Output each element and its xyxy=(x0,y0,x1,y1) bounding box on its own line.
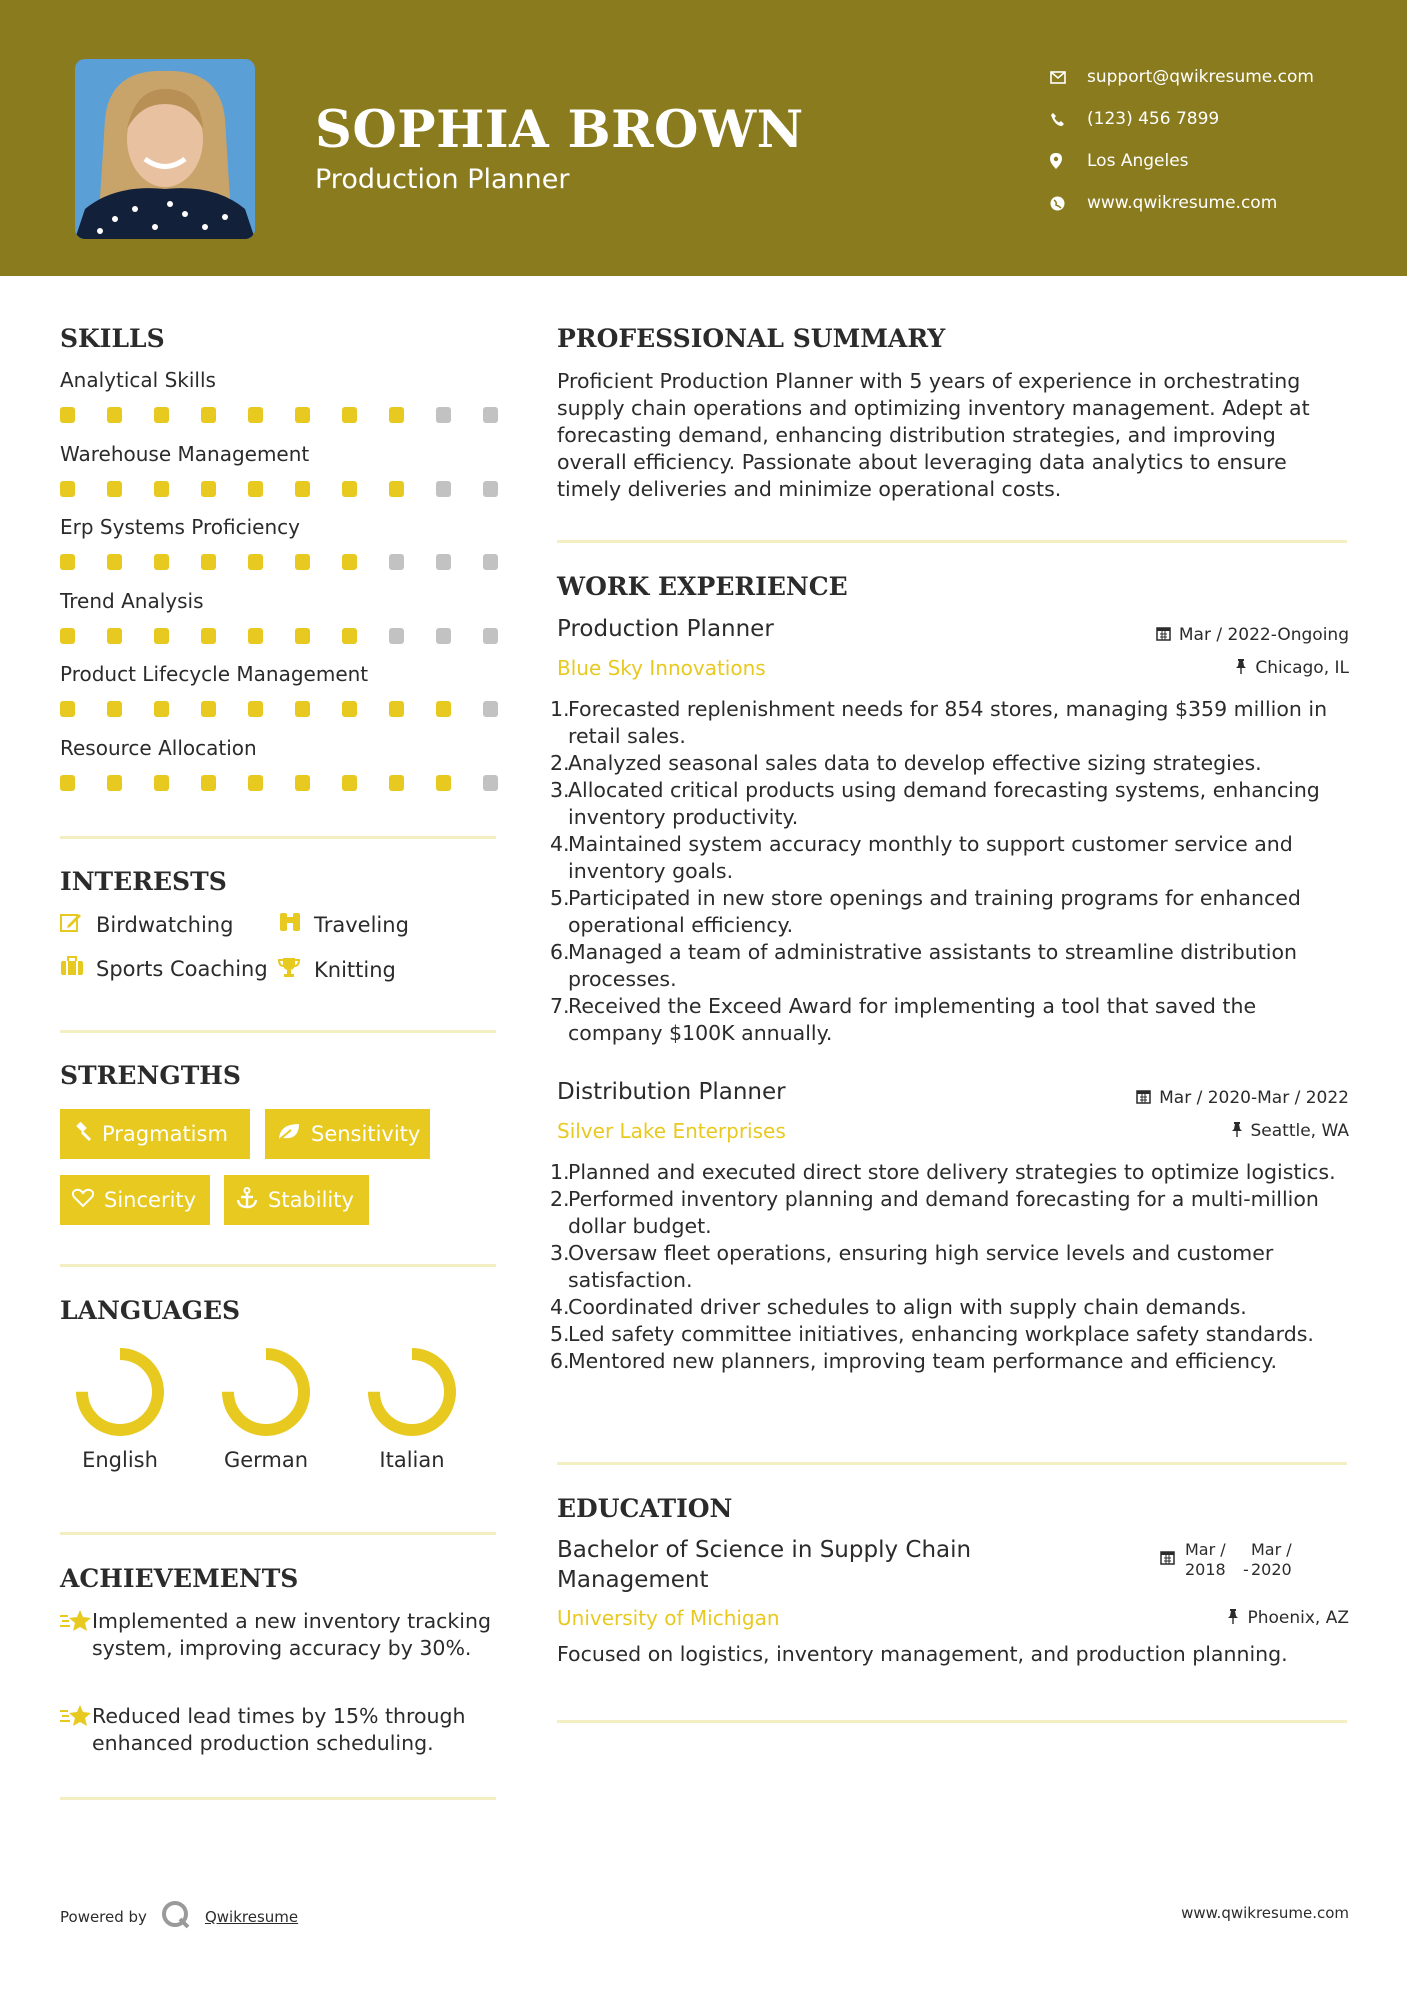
job-bullets xyxy=(550,1159,1357,1375)
rating-dot-filled xyxy=(201,407,216,423)
shooting-star-icon xyxy=(60,1608,92,1662)
education-heading: EDUCATION xyxy=(557,1494,733,1523)
pin-icon xyxy=(1227,1609,1239,1628)
globe-icon xyxy=(1050,196,1087,211)
rating-dot-filled xyxy=(389,407,404,423)
job-title: Production Planner xyxy=(557,616,774,642)
rating-dot-filled xyxy=(107,407,122,423)
language-proficiency-arc xyxy=(228,1354,304,1430)
rating-dot-filled xyxy=(248,775,263,791)
rating-dot-filled xyxy=(201,481,216,497)
rating-dot-filled xyxy=(295,628,310,644)
job-bullet: 2. Performed inventory planning and demand forecasting for a multi-million dollar budget. xyxy=(550,1187,1319,1238)
shooting-star-icon xyxy=(60,1703,92,1757)
rating-dot-filled xyxy=(201,701,216,717)
language-proficiency-ring xyxy=(220,1346,312,1438)
summary-text: Proficient Production Planner with 5 years of experience in orchestrating supply chain operations and optimizing inventory management. Adept at forecasting demand, enhancing distribution strategies, and improving overall efficiency. Passionate about leveraging data analytics to ensure timely deliveries and minimize operational costs. xyxy=(557,369,1310,501)
rating-dot-filled xyxy=(60,775,75,791)
skill-label: Analytical Skills xyxy=(60,368,216,392)
rating-dot-filled xyxy=(60,407,75,423)
skill-label: Trend Analysis xyxy=(60,588,204,613)
language-proficiency-arc xyxy=(374,1354,450,1430)
divider xyxy=(60,1797,496,1800)
skill-rating xyxy=(60,554,500,570)
company-name: Silver Lake Enterprises xyxy=(557,1119,786,1143)
rating-dot-empty xyxy=(483,554,498,570)
strength-tag: Pragmatism xyxy=(60,1109,250,1159)
rating-dot-filled xyxy=(342,628,357,644)
job-bullet: 1. Forecasted replenishment needs for 854 stores, managing $359 million in retail sales. xyxy=(550,697,1328,748)
rating-dot-filled xyxy=(154,554,169,570)
contact-list xyxy=(1050,56,1390,224)
header-banner xyxy=(0,0,1407,276)
rating-dot-filled xyxy=(389,701,404,717)
rating-dot-filled xyxy=(154,407,169,423)
rating-dot-filled xyxy=(201,628,216,644)
qwikresume-link[interactable]: Qwikresume xyxy=(204,1908,299,1926)
rating-dot-empty xyxy=(436,407,451,423)
rating-dot-filled xyxy=(436,701,451,717)
rating-dot-filled xyxy=(201,554,216,570)
contact-email[interactable]: support@qwikresume.com xyxy=(1050,56,1390,98)
rating-dot-filled xyxy=(107,481,122,497)
skill-label: Product Lifecycle Management xyxy=(60,662,369,686)
phone-icon xyxy=(1050,112,1087,127)
pin-icon xyxy=(1231,1122,1243,1141)
rating-dot-filled xyxy=(60,554,75,570)
achievement-item: Reduced lead times by 15% through enhanced production scheduling. xyxy=(60,1703,500,1757)
job-bullet: 3. Allocated critical products using demand forecasting systems, enhancing inventory productivity. xyxy=(550,778,1320,829)
rating-dot-filled xyxy=(295,481,310,497)
rating-dot-filled xyxy=(154,701,169,717)
leaf-icon xyxy=(277,1122,301,1147)
rating-dot-empty xyxy=(436,481,451,497)
rating-dot-filled xyxy=(248,481,263,497)
job-bullet: 5. Led safety committee initiatives, enhancing workplace safety standards. xyxy=(550,1322,1314,1346)
language-item xyxy=(352,1346,472,1472)
rating-dot-empty xyxy=(389,554,404,570)
rating-dot-empty xyxy=(389,628,404,644)
rating-dot-filled xyxy=(248,701,263,717)
job-bullet: 5. Participated in new store openings and training programs for enhanced operational efficiency. xyxy=(550,886,1301,937)
language-proficiency-arc xyxy=(82,1354,158,1430)
skill-rating xyxy=(60,775,500,791)
skills-heading: SKILLS xyxy=(60,324,165,353)
language-item xyxy=(60,1346,180,1472)
rating-dot-filled xyxy=(154,481,169,497)
skill-rating xyxy=(60,481,500,497)
trophy-icon xyxy=(278,956,314,983)
rating-dot-filled xyxy=(60,701,75,717)
divider xyxy=(60,1030,496,1033)
job-dates: Mar / 2022-Ongoing xyxy=(1156,625,1349,645)
contact-location: Los Angeles xyxy=(1050,140,1390,182)
divider xyxy=(60,1264,496,1267)
job-bullet: 7. Received the Exceed Award for implementing a tool that saved the company $100K annually. xyxy=(550,994,1257,1045)
divider xyxy=(557,1720,1347,1723)
heart-icon xyxy=(72,1188,94,1213)
skill-label: Erp Systems Proficiency xyxy=(60,515,300,539)
candidate-role: Production Planner xyxy=(315,164,570,195)
skill-rating xyxy=(60,701,500,717)
rating-dot-filled xyxy=(342,775,357,791)
rating-dot-filled xyxy=(295,701,310,717)
interests-heading: INTERESTS xyxy=(60,867,227,896)
skill-label: Warehouse Management xyxy=(60,441,310,466)
job-location: Chicago, IL xyxy=(1235,658,1349,678)
rating-dot-empty xyxy=(483,481,498,497)
divider xyxy=(60,836,496,839)
job-title: Distribution Planner xyxy=(557,1079,786,1105)
achievement-item: Implemented a new inventory tracking system, improving accuracy by 30%. xyxy=(60,1608,500,1662)
strength-tag: Stability xyxy=(224,1175,369,1225)
strength-tag: Sincerity xyxy=(60,1175,210,1225)
rating-dot-filled xyxy=(248,628,263,644)
profile-photo xyxy=(75,59,255,239)
language-label: Italian xyxy=(379,1448,445,1472)
interest-item: Traveling xyxy=(278,911,409,938)
company-name: Blue Sky Innovations xyxy=(557,656,766,680)
language-proficiency-ring xyxy=(74,1346,166,1438)
job-bullet: 4. Maintained system accuracy monthly to support customer service and inventory goals. xyxy=(550,832,1293,883)
rating-dot-filled xyxy=(389,775,404,791)
rating-dot-filled xyxy=(248,554,263,570)
job-bullet: 6. Managed a team of administrative assistants to streamline distribution processes. xyxy=(550,940,1298,991)
rating-dot-filled xyxy=(154,775,169,791)
experience-heading: WORK EXPERIENCE xyxy=(557,572,848,601)
summary-heading: PROFESSIONAL SUMMARY xyxy=(557,324,946,353)
calendar-icon xyxy=(1136,1089,1151,1108)
education-dates: Mar / 2018 - Mar / 2020 xyxy=(1160,1540,1301,1580)
pin-icon xyxy=(1235,659,1247,678)
rating-dot-filled xyxy=(342,554,357,570)
language-proficiency-ring xyxy=(366,1346,458,1438)
rating-dot-filled xyxy=(436,775,451,791)
rating-dot-filled xyxy=(342,481,357,497)
rating-dot-filled xyxy=(342,701,357,717)
education-description: Focused on logistics, inventory management, and production planning. xyxy=(557,1642,1288,1666)
rating-dot-filled xyxy=(295,775,310,791)
interest-item: Birdwatching xyxy=(60,911,233,938)
pencil-square-icon xyxy=(60,911,96,938)
rating-dot-filled xyxy=(107,554,122,570)
skill-label: Resource Allocation xyxy=(60,735,257,760)
job-bullets xyxy=(550,696,1357,1047)
rating-dot-filled xyxy=(60,481,75,497)
skill-rating xyxy=(60,628,500,644)
rating-dot-filled xyxy=(107,701,122,717)
email-icon xyxy=(1050,71,1087,84)
job-bullet: 6. Mentored new planners, improving team performance and efficiency. xyxy=(550,1349,1278,1373)
job-bullet: 3. Oversaw fleet operations, ensuring high service levels and customer satisfaction. xyxy=(550,1241,1274,1292)
rating-dot-filled xyxy=(60,628,75,644)
rating-dot-empty xyxy=(483,628,498,644)
language-label: English xyxy=(82,1448,158,1472)
rating-dot-filled xyxy=(342,407,357,423)
rating-dot-empty xyxy=(483,775,498,791)
rating-dot-empty xyxy=(483,701,498,717)
calendar-icon xyxy=(1160,1550,1175,1580)
degree-line-2: Management xyxy=(557,1567,709,1593)
rating-dot-empty xyxy=(436,554,451,570)
language-label: German xyxy=(223,1448,309,1472)
skill-rating xyxy=(60,407,500,423)
strengths-heading: STRENGTHS xyxy=(60,1061,241,1090)
contact-phone[interactable]: (123) 456 7899 xyxy=(1050,98,1390,140)
contact-website[interactable]: www.qwikresume.com xyxy=(1050,182,1390,224)
job-bullet: 4. Coordinated driver schedules to align with supply chain demands. xyxy=(550,1295,1247,1319)
briefcase-icon xyxy=(60,956,96,981)
rating-dot-empty xyxy=(483,407,498,423)
gavel-icon xyxy=(72,1122,92,1147)
rating-dot-filled xyxy=(154,628,169,644)
candidate-name: SOPHIA BROWN xyxy=(315,100,804,160)
rating-dot-filled xyxy=(248,407,263,423)
rating-dot-filled xyxy=(201,775,216,791)
rating-dot-filled xyxy=(295,407,310,423)
strength-tag: Sensitivity xyxy=(265,1109,430,1159)
rating-dot-filled xyxy=(389,481,404,497)
footer-powered-by: Powered by Qwikresume xyxy=(60,1900,298,1934)
rating-dot-filled xyxy=(295,554,310,570)
footer-website[interactable]: www.qwikresume.com xyxy=(1181,1904,1349,1922)
degree-line-1: Bachelor of Science in Supply Chain xyxy=(557,1537,972,1563)
location-icon xyxy=(1050,153,1087,169)
job-bullet: 2. Analyzed seasonal sales data to develop effective sizing strategies. xyxy=(550,751,1262,775)
calendar-icon xyxy=(1156,626,1171,645)
language-item xyxy=(206,1346,326,1472)
rating-dot-empty xyxy=(436,628,451,644)
anchor-icon xyxy=(236,1187,258,1214)
divider xyxy=(557,1462,1347,1465)
school-name: University of Michigan xyxy=(557,1606,780,1630)
divider xyxy=(557,540,1347,543)
education-location: Phoenix, AZ xyxy=(1227,1608,1349,1628)
binoculars-icon xyxy=(278,911,314,938)
interest-item: Sports Coaching xyxy=(60,956,268,981)
job-location: Seattle, WA xyxy=(1231,1121,1350,1141)
interest-item: Knitting xyxy=(278,956,396,983)
qwikresume-logo-icon xyxy=(161,1900,191,1934)
job-bullet: 1. Planned and executed direct store delivery strategies to optimize logistics. xyxy=(550,1160,1336,1184)
divider xyxy=(60,1532,496,1535)
job-dates: Mar / 2020-Mar / 2022 xyxy=(1136,1088,1349,1108)
rating-dot-filled xyxy=(107,628,122,644)
rating-dot-filled xyxy=(107,775,122,791)
languages-heading: LANGUAGES xyxy=(60,1296,241,1325)
achievements-heading: ACHIEVEMENTS xyxy=(60,1564,299,1593)
